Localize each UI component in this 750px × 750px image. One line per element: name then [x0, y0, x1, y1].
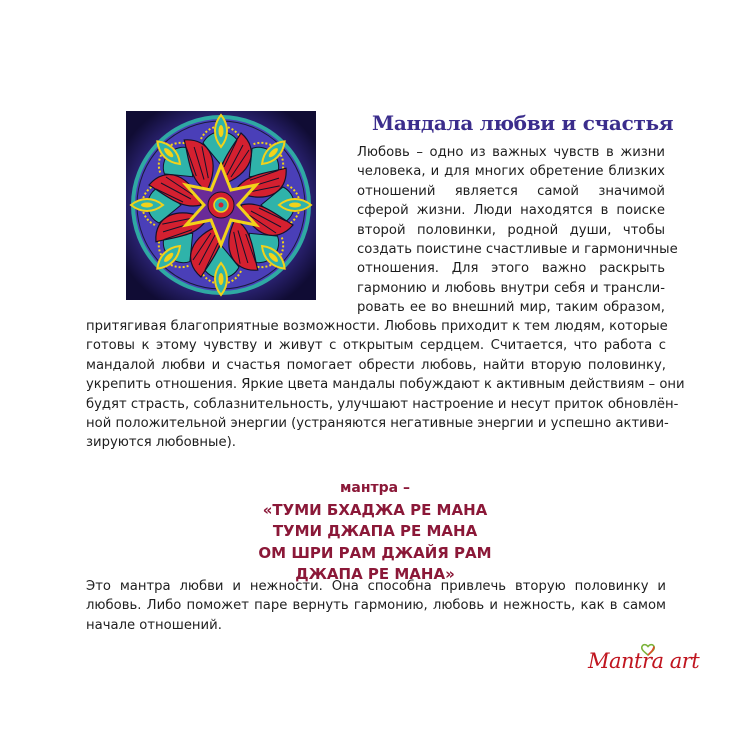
logo-text: Mantra art	[588, 649, 700, 673]
mantra-line: «ТУМИ БХАДЖА РЕ МАНА	[262, 500, 488, 519]
text-line: начале отношений.	[86, 617, 222, 633]
text-line: создать поистине счастливые и гармоничные	[357, 242, 678, 258]
text-line: второй половинки, родной души, чтобы	[357, 222, 665, 238]
text-line: укрепить отношения. Яркие цвета мандалы побуждают к активным действиям – они	[86, 377, 685, 393]
text-line: гармонию и любовь внутри себя и трансли-	[357, 280, 665, 296]
text-line: любовь. Либо поможет паре вернуть гармонию, любовь и нежность, как в самом	[86, 598, 666, 614]
text-line: отношения. Для этого важно раскрыть	[357, 261, 665, 277]
text-line: сферой жизни. Люди находятся в поиске	[357, 203, 665, 219]
text-line: зируются любовные).	[86, 435, 236, 451]
text-line: мандалой любви и счастья помогает обрести любовь, найти вторую половинку,	[86, 357, 666, 373]
continuation-paragraph	[86, 317, 685, 453]
text-line: будят страсть, соблазнительность, улучшают настроение и несут приток обновлён-	[86, 396, 679, 412]
text-line: отношений является самой значимой	[357, 183, 665, 199]
mantra-block	[200, 478, 550, 586]
mantra-line: ДЖАПА РЕ МАНА»	[295, 565, 455, 583]
brand-logo	[588, 643, 700, 683]
intro-paragraph	[357, 143, 678, 318]
text-line: Это мантра любви и нежности. Она способна привлечь вторую половинку и	[86, 579, 666, 594]
text-line: готовы к этому чувству и живут с открытым сердцем. Считается, что работа с	[86, 338, 666, 354]
mantra-line: ТУМИ ДЖАПА РЕ МАНА	[272, 522, 478, 540]
text-line: ной положительной энергии (устраняются негативные энергии и успешно активи-	[86, 416, 669, 432]
heart-icon	[641, 643, 655, 656]
text-line: человека, и для многих обретение близких	[357, 164, 665, 180]
text-line: ровать ее во внешний мир, таким образом,	[357, 300, 665, 316]
page-title: Мандала любви и счастья	[372, 111, 674, 135]
text-line: Любовь – одно из важных чувств в жизни	[357, 145, 665, 160]
text-line: притягивая благоприятные возможности. Любовь приходит к тем людям, которые	[86, 319, 668, 334]
mantra-line: ОМ ШРИ РАМ ДЖАЙЯ РАМ	[258, 543, 492, 562]
mandala-image	[126, 111, 316, 300]
mantra-label: мантра –	[339, 480, 411, 496]
mandala-illustration	[126, 111, 316, 300]
closing-paragraph	[86, 577, 666, 635]
